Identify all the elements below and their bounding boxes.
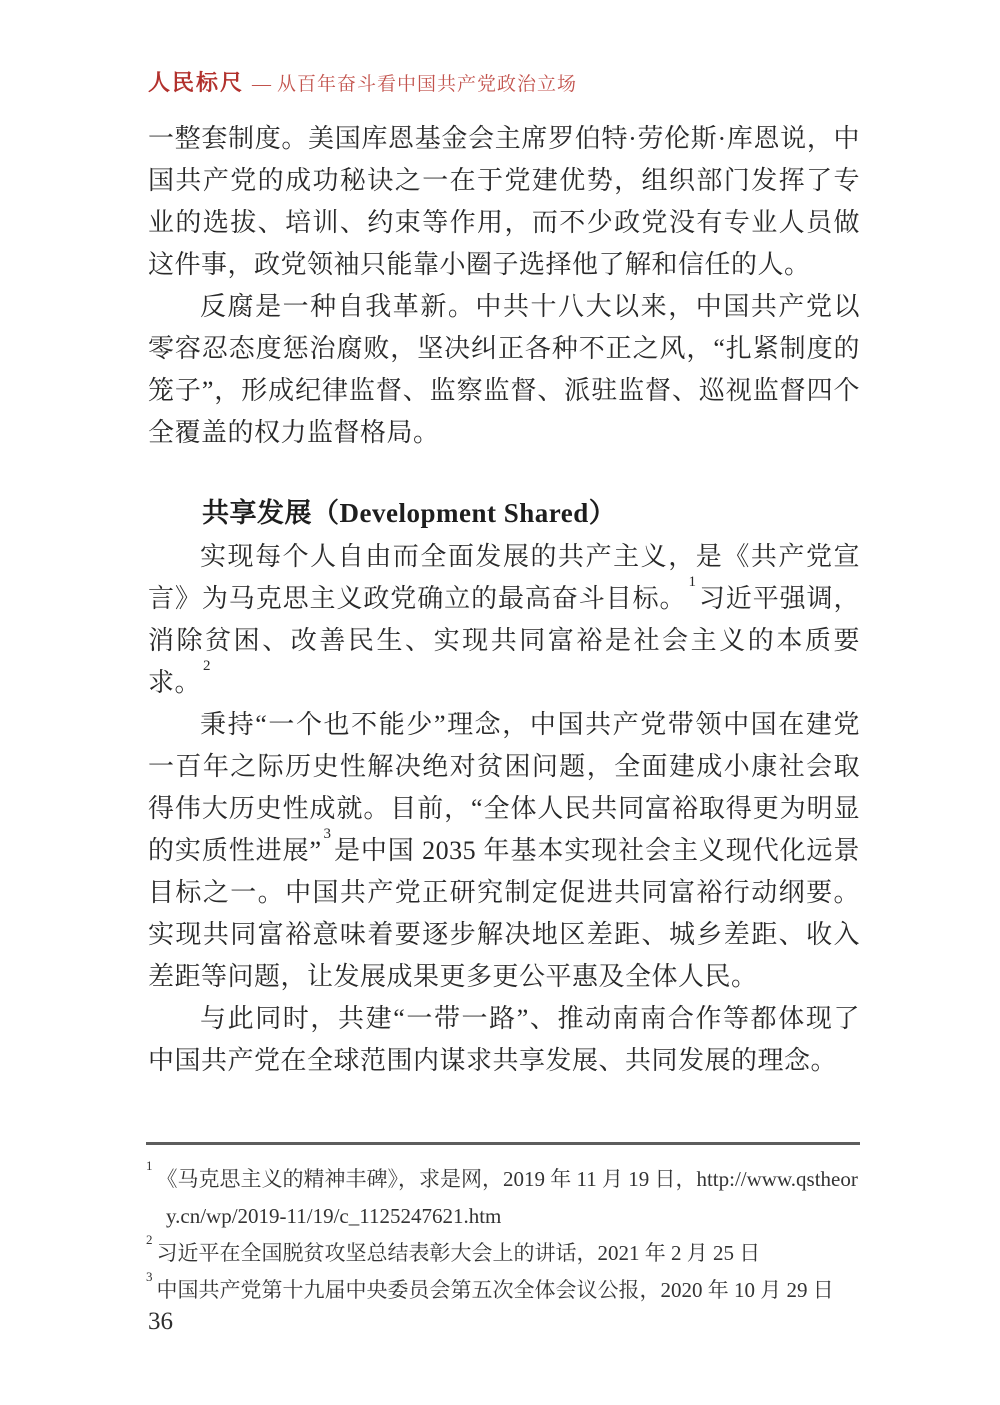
section-heading: 共享发展（Development Shared） [202,498,617,528]
header-dash: — [252,74,272,95]
paragraph-3-text-2: 习近平强调，消除贫困、改善民生、实现共同富裕是社会主义的本质要求。 [148,584,860,697]
footnote-2-text: 习近平在全国脱贫攻坚总结表彰大会上的讲话，2021 年 2 月 25 日 [156,1241,761,1265]
book-title: 人民标尺 [148,70,245,95]
footnote-3-marker: 3 [146,1269,153,1284]
paragraph-3 [148,536,860,704]
page-number: 36 [148,1308,173,1335]
book-subtitle: 从百年奋斗看中国共产党政治立场 [277,74,578,95]
paragraph-4-text-1: 秉持“一个也不能少”理念，中国共产党带领中国在建党一百年之际历史性解决绝对贫困问题，全面建成小康社会取得伟大历史性成就。目前，“全体人民共同富裕取得更为明显的实质性进展” [148,710,860,865]
footnote-ref-2: 2 [203,658,212,675]
paragraph-1: 一整套制度。美国库恩基金会主席罗伯特·劳伦斯·库恩说，中国共产党的成功秘诀之一在于党建优势，组织部门发挥了专业的选拔、培训、约束等作用，而不少政党没有专业人员做这件事，政党领袖只能靠小圈子选择他了解和信任的人。 [148,124,860,279]
footnote-2 [146,1232,860,1272]
footnote-2-marker: 2 [146,1232,153,1247]
paragraph-5: 与此同时，共建“一带一路”、推动南南合作等都体现了中国共产党在全球范围内谋求共享发展、共同发展的理念。 [148,1004,860,1075]
footnote-3-text: 中国共产党第十九届中央委员会第五次全体会议公报，2020 年 10 月 29 日 [156,1278,834,1302]
paragraph-3-text-1: 实现每个人自由而全面发展的共产主义，是《共产党宣言》为马克思主义政党确立的最高奋斗目标。 [148,542,860,613]
footnote-1-marker: 1 [146,1158,153,1173]
footnote-3 [146,1269,860,1309]
running-header [148,70,577,99]
paragraph-2: 反腐是一种自我革新。中共十八大以来，中国共产党以零容忍态度惩治腐败，坚决纠正各种不正之风，“扎紧制度的笼子”，形成纪律监督、监察监督、派驻监督、巡视监督四个全覆盖的权力监督格局。 [148,292,860,447]
body-text-column [148,118,860,1082]
paragraph-4-text-2: 是中国 2035 年基本实现社会主义现代化远景目标之一。中国共产党正研究制定促进共同富裕行动纲要。实现共同富裕意味着要逐步解决地区差距、城乡差距、收入差距等问题，让发展成果更多更公平惠及全体人民。 [148,836,860,991]
footnote-1 [146,1158,860,1235]
footnote-ref-1: 1 [688,574,697,591]
footnote-1-text: 《马克思主义的精神丰碑》，求是网，2019 年 11 月 19 日，http://www.qstheory.cn/wp/2019-11/19/c_1125247621.htm [156,1167,858,1228]
footnote-ref-3: 3 [323,826,332,843]
footnotes-section [146,1142,860,1309]
paragraph-4 [148,704,860,998]
